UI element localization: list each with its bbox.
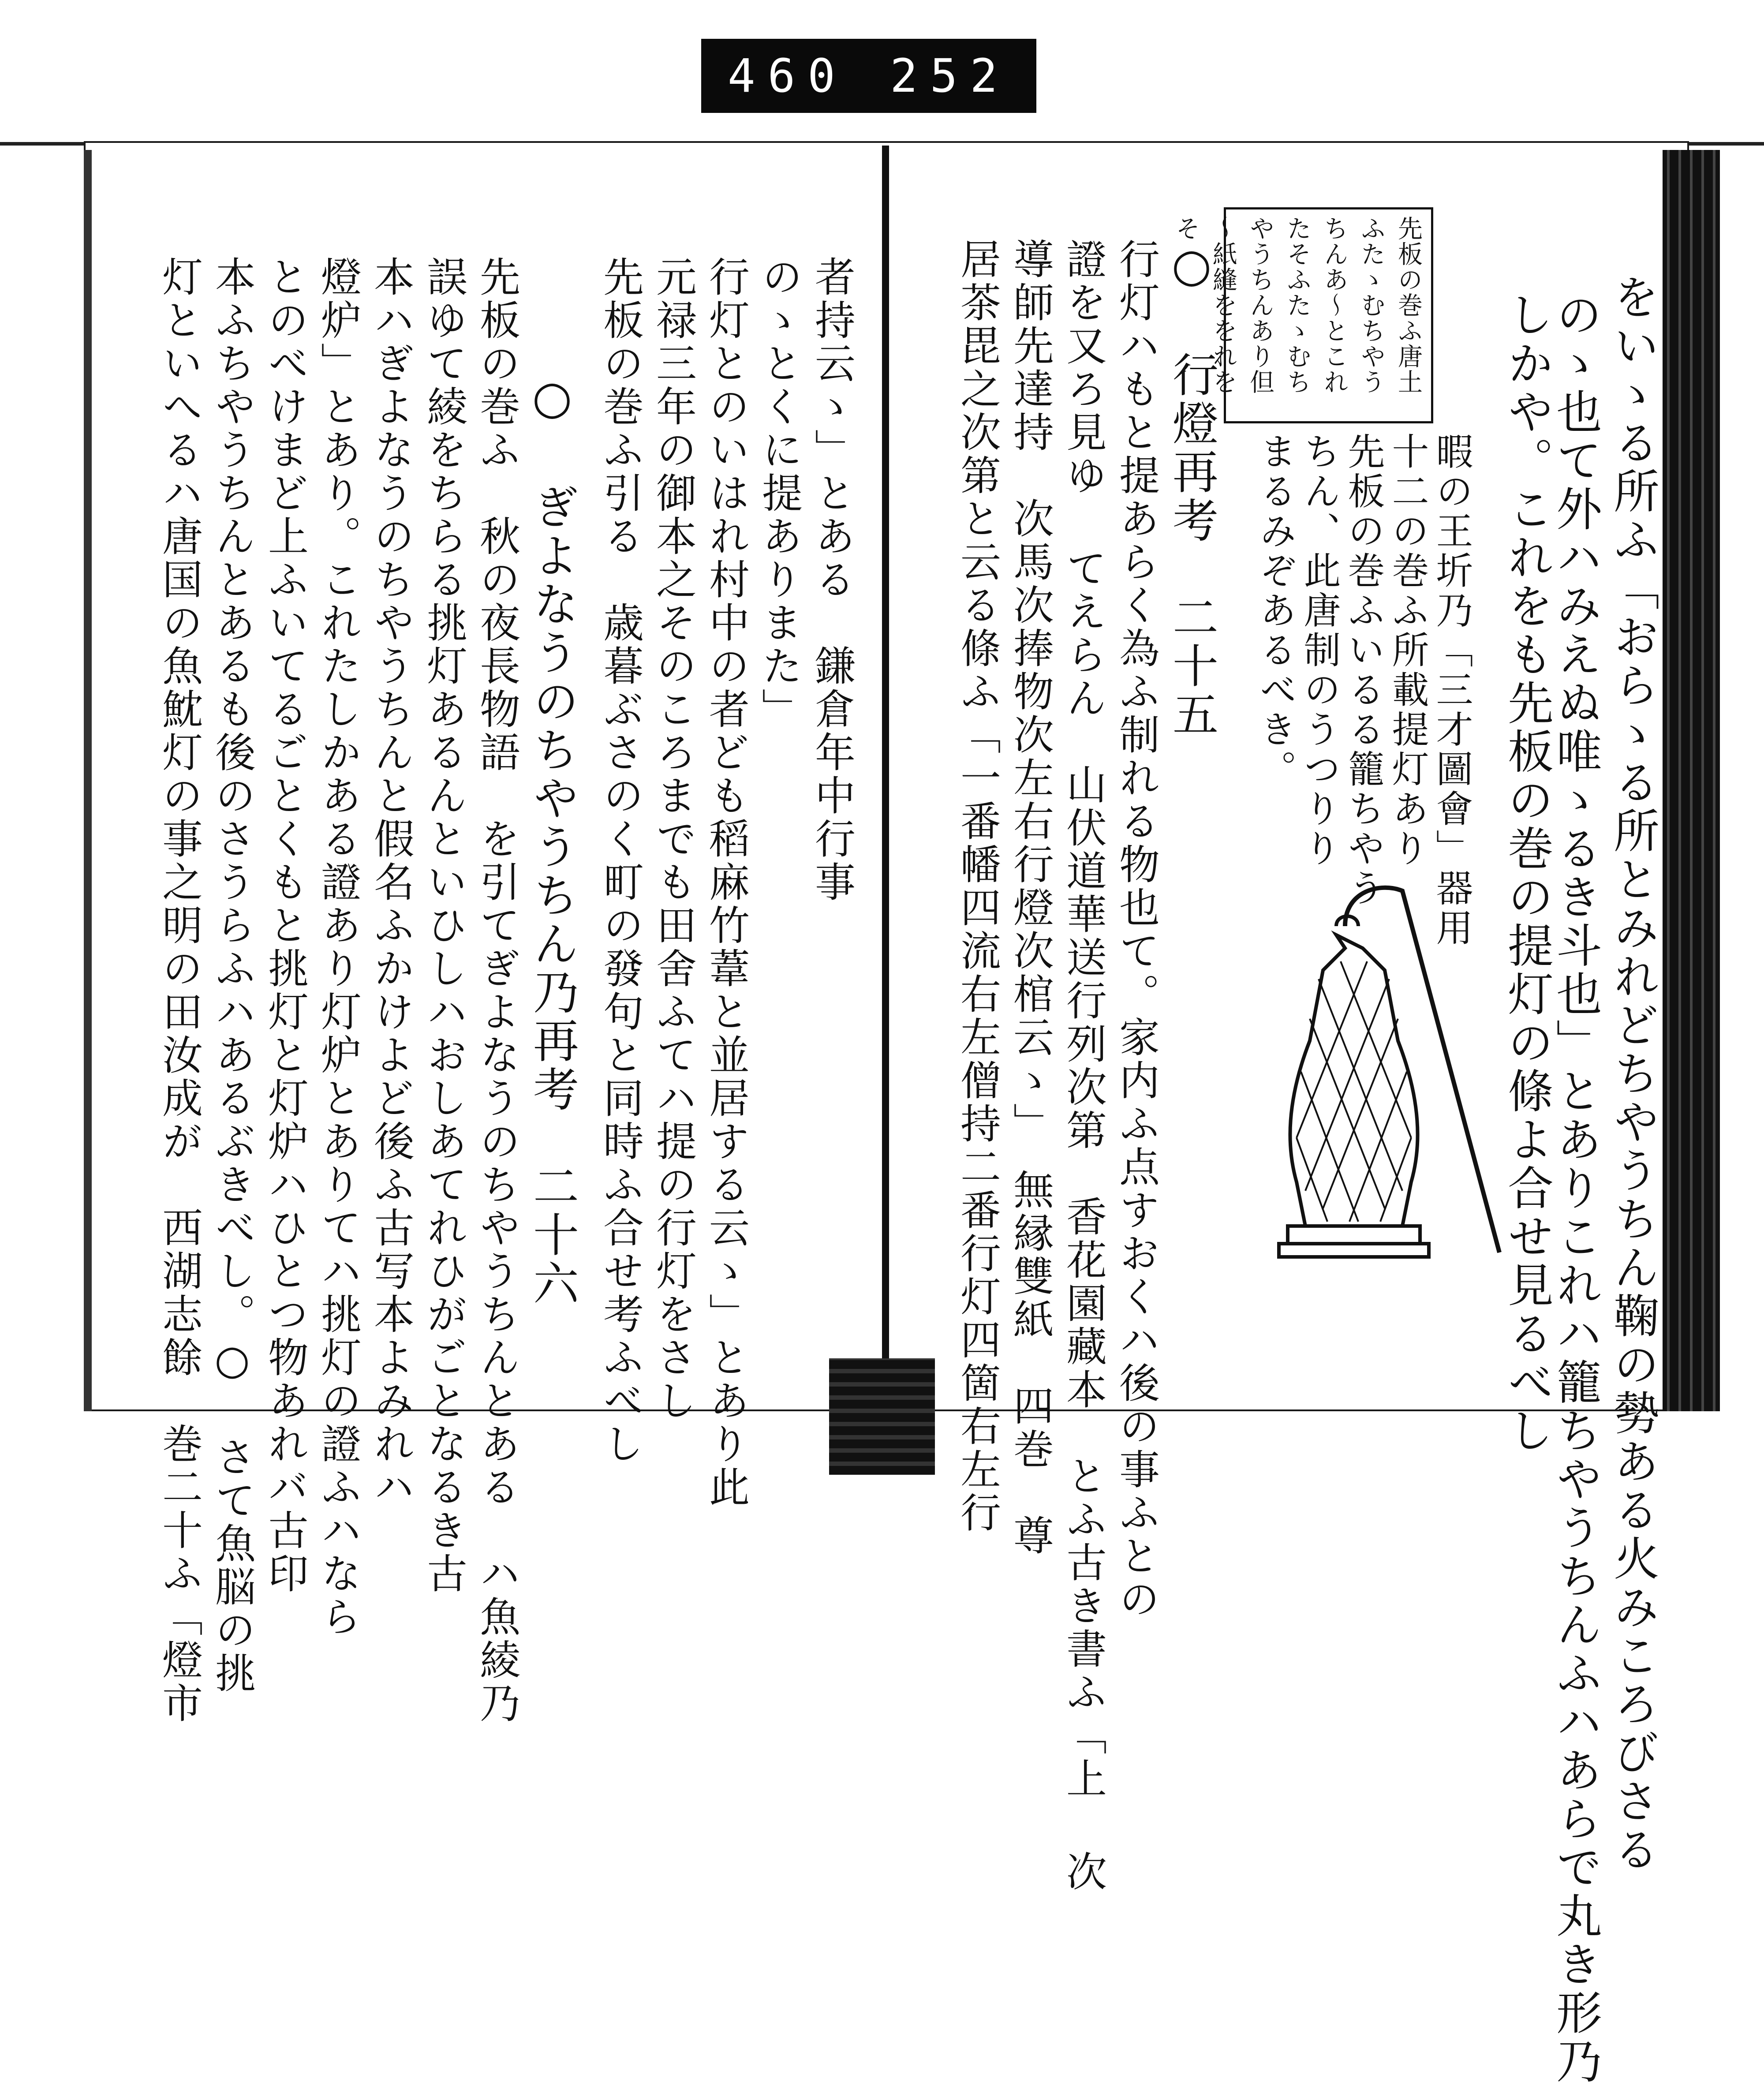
right-col-13: 居茶毘之次第と云る條ふ「一番幡四流右左僧持二番行灯四箇右左行 <box>954 238 1001 1535</box>
left-col-11: とのべけまど上ふいてるごとくもと挑灯と灯炉ハひとつ物あれバ古印 <box>262 256 309 1596</box>
left-col-8: 誤ゆて綾をちらる挑灯あるんといひしハおしあてれひがごとなるき古 <box>420 256 467 1596</box>
catalog-number-left: 460 <box>728 49 848 103</box>
book-gutter <box>882 146 889 1416</box>
right-col-10: 行灯ハもと提あらく為ふ制れる物也て。家内ふ点すおくハ後の事ふとの <box>1113 238 1160 1621</box>
right-col-6: 先板の巻ふいるる籠ちやう <box>1342 432 1385 908</box>
left-col-4: 元禄三年の御本之そのころまでも田舍ふてハ提の行灯をさし <box>650 256 697 1423</box>
boxed-note: 先板の巻ふ唐土ふたゝむちやうちんあ～とこれたそふたゝむちやうちんあり但～紙縫ををれをそ <box>1224 207 1433 423</box>
right-col-5: 十二の巻ふ所載提灯あり <box>1386 432 1429 869</box>
right-col-7: ちん、此唐制のうつりり <box>1298 432 1341 869</box>
left-col-13: 灯といへるハ唐国の魚魫灯の事之明の田汝成が 西湖志餘 巻二十ふ「燈市 <box>156 256 203 1725</box>
right-col-1: をいゝる所ふ「おらゝる所とみれどちやうちん鞠の勢ある火みころびさる <box>1606 273 1659 1874</box>
left-col-12: 本ふちやうちんとあるも後のさうらふハあるぶきべし。○ さて魚脳の挑 <box>209 256 256 1695</box>
left-col-10: 燈炉」とあり。これたしかある證あり灯炉とありてハ挑灯の證ふハなら <box>314 256 362 1639</box>
catalog-number-right: 252 <box>890 49 1010 103</box>
section-heading-gyonou: ○ ぎよなうのちやうちん乃再考 二十六 <box>525 370 579 1308</box>
right-col-2: のゝ也て外ハみえぬ唯ゝるき斗也」とありこれハ籠ちやうちんふハあらで丸き形乃 <box>1548 291 1602 2086</box>
left-col-1: 者持云ゝ」とある 鎌倉年中行事 <box>808 256 856 904</box>
left-col-9: 本ハぎよなうのちやうちんと假名ふかけよど後ふ古写本よみれハ <box>367 256 415 1509</box>
right-col-8: まるみぞあるべき。 <box>1254 432 1297 789</box>
right-page <box>908 238 1659 2086</box>
right-col-12: 導師先達持 次馬次捧物次左右行燈次棺云ゝ」 無縁雙紙 四巻 尊 <box>1007 238 1054 1558</box>
book-right-edge <box>1663 150 1720 1411</box>
right-col-11: 證を又ろ見ゆ てえらん 山伏道華送行列次第 香花園藏本 とふ古き書ふ「上 次 <box>1060 238 1107 1894</box>
left-col-7: 先板の巻ふ 秋の夜長物語 を引てぎよなうのちやうちんとある ハ魚綾乃 <box>473 256 520 1725</box>
left-col-2: のゝとくに提ありまた」 <box>755 256 803 731</box>
left-col-5: 先板の巻ふ引る 歳暮ぶさのく町の發句と同時ふ合せ考ふべし <box>597 256 644 1466</box>
right-col-3: しかや。これをも先板の巻の提灯の條よ合せ見るべし <box>1500 291 1554 1455</box>
book-left-edge <box>84 150 92 1411</box>
left-page <box>132 238 860 1725</box>
left-col-3: 行灯とのいはれ村中の者ども稻麻竹葦と並居する云ゝ」とあり此 <box>703 256 750 1509</box>
catalog-number-plate <box>701 39 1036 113</box>
section-heading-andon: ○ 行燈再考 二十五 <box>1165 238 1218 739</box>
right-col-4: 暇の王圻乃「三才圖會」器用 <box>1430 432 1473 948</box>
